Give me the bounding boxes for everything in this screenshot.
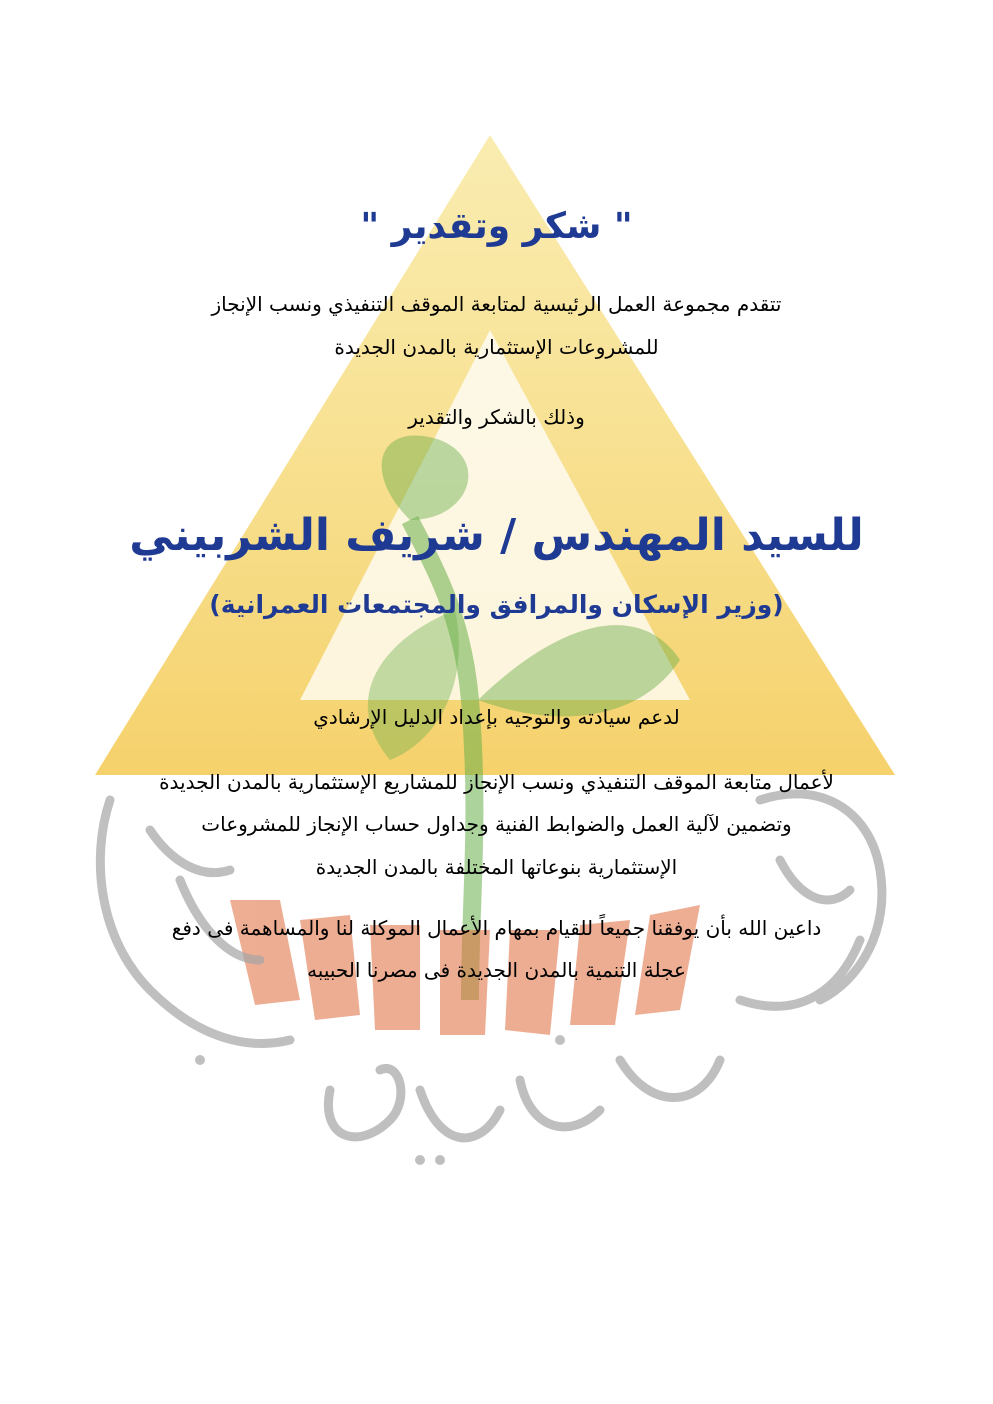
- support-line: لدعم سيادته والتوجيه بإعداد الدليل الإرشادي: [313, 705, 680, 729]
- closing-line-1: داعين الله بأن يوفقنا جميعاً للقيام بمهام الأعمال الموكلة لنا والمساهمة فى دفع: [171, 916, 822, 940]
- recipient-title: (وزير الإسكان والمرافق والمجتمعات العمرانية): [209, 590, 784, 619]
- recipient-name: للسيد المهندس / شريف الشربيني: [129, 510, 864, 561]
- body-line-1: لأعمال متابعة الموقف التنفيذي ونسب الإنجاز للمشاريع الإستثمارية بالمدن الجديدة: [159, 770, 834, 794]
- page-title: " شكر وتقدير ": [360, 206, 633, 247]
- thanks-line: وذلك بالشكر والتقدير: [408, 405, 585, 429]
- body-line-2: وتضمين لآلية العمل والضوابط الفنية وجداول حساب الإنجاز للمشروعات: [201, 812, 792, 836]
- intro-line-1: تتقدم مجموعة العمل الرئيسية لمتابعة الموقف التنفيذي ونسب الإنجاز: [211, 292, 782, 316]
- intro-line-2: للمشروعات الإستثمارية بالمدن الجديدة: [334, 335, 659, 359]
- closing-line-2: عجلة التنمية بالمدن الجديدة فى مصرنا الحبيبه: [307, 958, 686, 982]
- body-line-3: الإستثمارية بنوعاتها المختلفة بالمدن الجديدة: [315, 855, 678, 879]
